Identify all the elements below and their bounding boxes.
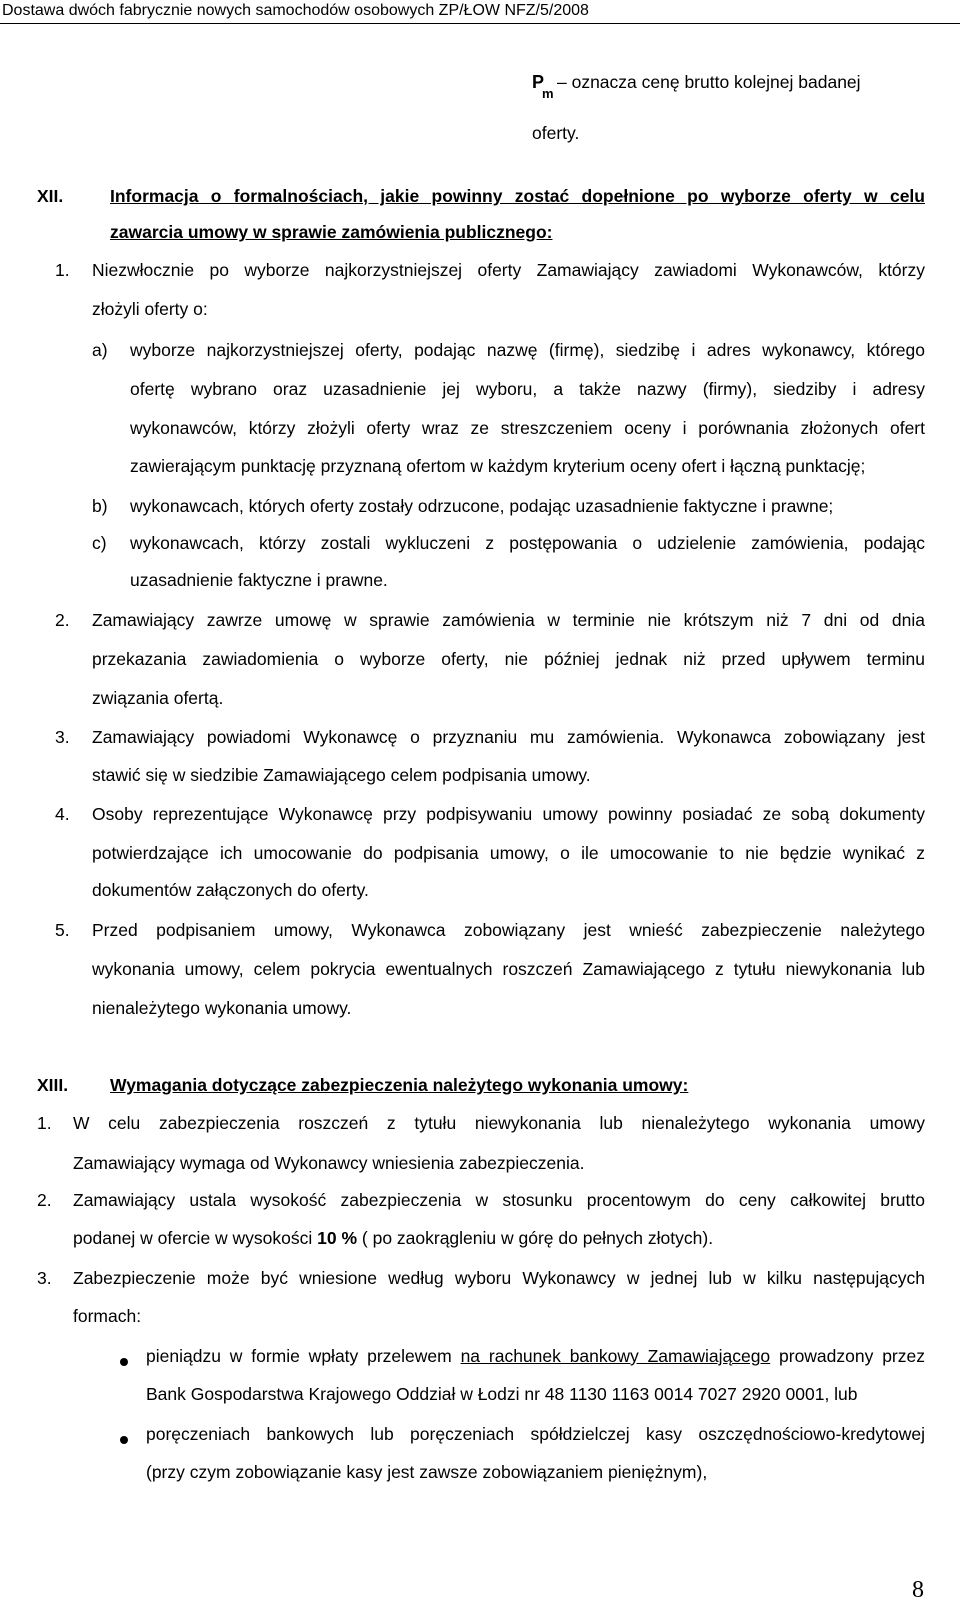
xiii-bullet1-line1: pieniądzu w formie wpłaty przelewem na rachunek bankowy Zamawiającego prowadzony przez bbox=[146, 1346, 925, 1366]
xii-p5-line1: Przed podpisaniem umowy, Wykonawca zobowiązany jest wnieść zabezpieczenie należytego bbox=[92, 920, 925, 940]
xiii-bullet1-line2: Bank Gospodarstwa Krajowego Oddział w Łodzi nr 48 1130 1163 0014 7027 2920 0001, lub bbox=[146, 1384, 858, 1404]
xiii-p2-text-pre: podanej w ofercie w wysokości bbox=[73, 1228, 318, 1248]
xii-c-line1: wykonawcach, którzy zostali wykluczeni z postępowania o udzielenie zamówienia, podając bbox=[130, 533, 925, 553]
xii-a-line3: wykonawców, którzy złożyli oferty wraz ze streszczeniem oceny i porównania złożonych ofert bbox=[130, 418, 925, 438]
security-percentage: 10 % bbox=[317, 1228, 358, 1248]
xii-p4-line1: Osoby reprezentujące Wykonawcę przy podpisywaniu umowy powinny posiadać ze sobą dokumenty bbox=[92, 804, 925, 824]
xii-p5-line2: wykonania umowy, celem pokrycia ewentualnych roszczeń Zamawiającego z tytułu niewykonania lub bbox=[92, 959, 925, 979]
xiii-p2-line2 bbox=[73, 1228, 713, 1249]
formula-symbol bbox=[532, 72, 554, 101]
xiii-p2-number: 2. bbox=[37, 1190, 52, 1210]
xiii-p3-number: 3. bbox=[37, 1268, 52, 1288]
xii-p1-line2: złożyli oferty o: bbox=[92, 299, 208, 319]
xii-p1-number: 1. bbox=[55, 260, 70, 280]
xii-a-line4: zawierającym punktację przyznaną ofertom w każdym kryterium oceny ofert i łączną punktację; bbox=[130, 456, 866, 476]
xiii-p1-number: 1. bbox=[37, 1113, 52, 1133]
bank-account-phrase: na rachunek bankowy Zamawiającego bbox=[460, 1346, 771, 1366]
xii-p4-number: 4. bbox=[55, 804, 70, 824]
xii-p3-line1: Zamawiający powiadomi Wykonawcę o przyznaniu mu zamówienia. Wykonawca zobowiązany jest bbox=[92, 727, 925, 747]
xiii-p1-line1: W celu zabezpieczenia roszczeń z tytułu niewykonania lub nienależytego wykonania umowy bbox=[73, 1113, 925, 1133]
xii-a-label: a) bbox=[92, 340, 108, 360]
section-xii-title-line2: zawarcia umowy w sprawie zamówienia publicznego: bbox=[110, 222, 553, 242]
formula-description: – oznacza cenę brutto kolejnej badanej bbox=[557, 72, 861, 92]
formula-subscript: m bbox=[542, 86, 554, 101]
xii-p4-line3: dokumentów załączonych do oferty. bbox=[92, 880, 369, 900]
xiii-bullet2-line2: (przy czym zobowiązanie kasy jest zawsze zobowiązaniem pieniężnym), bbox=[146, 1462, 708, 1482]
formula-description-cont: oferty. bbox=[532, 123, 580, 143]
xii-c-label: c) bbox=[92, 533, 107, 553]
section-xii-number: XII. bbox=[37, 186, 64, 206]
xiii-p1-line2: Zamawiający wymaga od Wykonawcy wniesienia zabezpieczenia. bbox=[73, 1153, 585, 1173]
bullet-icon bbox=[120, 1358, 128, 1366]
xii-p2-line2: przekazania zawiadomienia o wyborze oferty, nie później jednak niż przed upływem terminu bbox=[92, 649, 925, 669]
bullet-icon bbox=[120, 1436, 128, 1444]
xii-p3-line2: stawić się w siedzibie Zamawiającego celem podpisania umowy. bbox=[92, 765, 591, 785]
page-header: Dostawa dwóch fabrycznie nowych samochodów osobowych ZP/ŁOW NFZ/5/2008 bbox=[0, 0, 960, 24]
xii-c-line2: uzasadnienie faktyczne i prawne. bbox=[130, 570, 388, 590]
xii-p1-line1: Niezwłocznie po wyborze najkorzystniejszej oferty Zamawiający zawiadomi Wykonawców, którzy bbox=[92, 260, 925, 280]
xii-a-line2: ofertę wybrano oraz uzasadnienie jej wyboru, a także nazwy (firmy), siedziby i adresy bbox=[130, 379, 925, 399]
section-xiii-title: Wymagania dotyczące zabezpieczenia należytego wykonania umowy: bbox=[110, 1075, 689, 1095]
xiii-bullet2-line1: poręczeniach bankowych lub poręczeniach spółdzielczej kasy oszczędnościowo-kredytowej bbox=[146, 1424, 925, 1444]
xii-p2-line1: Zamawiający zawrze umowę w sprawie zamówienia w terminie nie krótszym niż 7 dni od dnia bbox=[92, 610, 925, 630]
xii-p3-number: 3. bbox=[55, 727, 70, 747]
xiii-p2-line1: Zamawiający ustala wysokość zabezpieczenia w stosunku procentowym do ceny całkowitej brutto bbox=[73, 1190, 925, 1210]
formula-symbol-letter: P bbox=[532, 72, 545, 92]
xiii-p2-text-post: ( po zaokrągleniu w górę do pełnych złotych). bbox=[357, 1228, 714, 1248]
xiii-p3-line1: Zabezpieczenie może być wniesione według wyboru Wykonawcy w jednej lub w kilku następujących bbox=[73, 1268, 925, 1288]
xii-b-line1: wykonawcach, których oferty zostały odrzucone, podając uzasadnienie faktyczne i prawne; bbox=[130, 496, 834, 516]
xii-p5-number: 5. bbox=[55, 920, 70, 940]
xii-p4-line2: potwierdzające ich umocowanie do podpisania umowy, o ile umocowanie to nie będzie wynikać z bbox=[92, 843, 925, 863]
section-xii-title-line1: Informacja o formalnościach, jakie powinny zostać dopełnione po wyborze oferty w celu bbox=[110, 186, 925, 206]
xii-b-label: b) bbox=[92, 496, 108, 516]
xii-p2-number: 2. bbox=[55, 610, 70, 630]
xii-a-line1: wyborze najkorzystniejszej oferty, podając nazwę (firmę), siedzibę i adres wykonawcy, którego bbox=[130, 340, 925, 360]
xii-p2-line3: związania ofertą. bbox=[92, 688, 224, 708]
xii-p5-line3: nienależytego wykonania umowy. bbox=[92, 998, 352, 1018]
page-number: 8 bbox=[912, 1577, 924, 1603]
section-xiii-number: XIII. bbox=[37, 1075, 69, 1095]
xiii-p3-line2: formach: bbox=[73, 1306, 142, 1326]
